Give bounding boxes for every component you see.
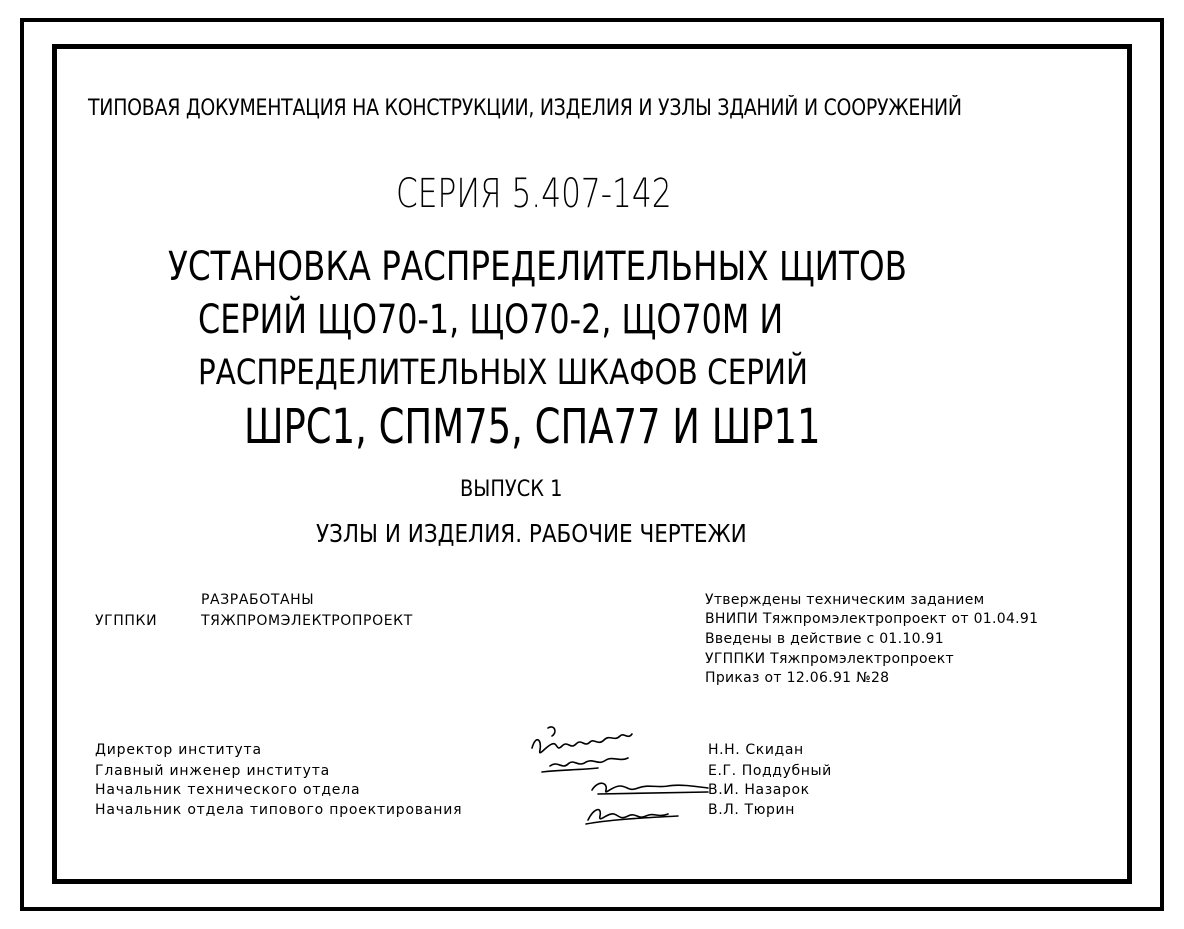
handwritten-signatures (528, 720, 718, 830)
signatory-role: Начальник технического отдела (95, 782, 361, 798)
title-line-1: УСТАНОВКА РАСПРЕДЕЛИТЕЛЬНЫХ ЩИТОВ (168, 244, 908, 290)
signatory-name: В.Л. Тюрин (708, 802, 795, 818)
signatory-role: Директор института (95, 742, 262, 758)
title-line-3: РАСПРЕДЕЛИТЕЛЬНЫХ ШКАФОВ СЕРИЙ (198, 353, 808, 393)
approval-line: Введены в действие с 01.10.91 (705, 631, 944, 647)
developed-by-label: РАЗРАБОТАНЫ (201, 592, 315, 608)
signatory-role: Главный инженер института (95, 763, 331, 779)
document-subtitle: УЗЛЫ И ИЗДЕЛИЯ. РАБОЧИЕ ЧЕРТЕЖИ (316, 519, 747, 548)
approval-line: УГППКИ Тяжпромэлектропроект (705, 651, 954, 667)
signatory-name: Н.Н. Скидан (708, 742, 804, 758)
signature-2 (550, 758, 628, 766)
title-line-4: ШРС1, СПМ75, СПА77 И ШР11 (244, 399, 821, 455)
approval-line: Приказ от 12.06.91 №28 (705, 670, 890, 686)
title-line-2: СЕРИЙ ЩО70-1, ЩО70-2, ЩО70М И (198, 297, 784, 343)
signatory-name: Е.Г. Поддубный (708, 763, 832, 779)
issue-number: ВЫПУСК 1 (460, 477, 563, 502)
signatory-name: В.И. Назарок (708, 782, 810, 798)
developer-org-name: ТЯЖПРОМЭЛЕКТРОПРОЕКТ (201, 613, 413, 629)
signature-1 (532, 734, 632, 753)
signatory-role: Начальник отдела типового проектирования (95, 802, 463, 818)
document-header-line: ТИПОВАЯ ДОКУМЕНТАЦИЯ НА КОНСТРУКЦИИ, ИЗДЕЛИЯ И УЗЛЫ ЗДАНИЙ И СООРУЖЕНИЙ (88, 96, 962, 121)
signature-3 (592, 783, 708, 792)
approval-line: ВНИПИ Тяжпромэлектропроект от 01.04.91 (705, 611, 1039, 627)
developer-org-abbr: УГППКИ (95, 613, 158, 629)
approval-line: Утверждены техническим заданием (705, 592, 985, 608)
series-number: СЕРИЯ 5.407-142 (396, 171, 672, 217)
